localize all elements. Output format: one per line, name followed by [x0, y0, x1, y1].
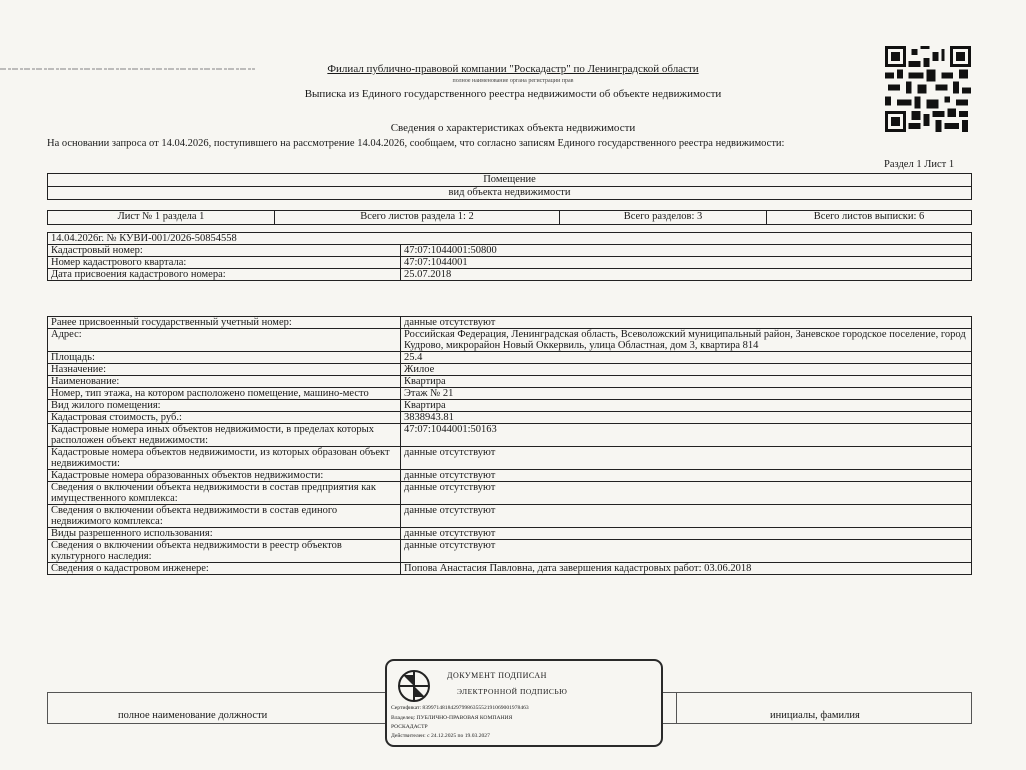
table-row: [48, 412, 972, 424]
org-caption: полное наименование органа регистрации прав: [452, 78, 574, 84]
row-label: Номер кадастрового квартала:: [48, 257, 401, 269]
row-value: Квартира: [401, 376, 972, 388]
qr-code-icon: [885, 46, 971, 132]
row-label: Кадастровые номера объектов недвижимости, из которых образован объект недвижимости:: [48, 447, 401, 470]
record-table: [47, 232, 972, 281]
border-left: [47, 692, 48, 723]
row-label: Кадастровая стоимость, руб.:: [48, 412, 401, 424]
sheet-number: Лист № 1 раздела 1: [48, 211, 275, 225]
name-caption: инициалы, фамилия: [770, 710, 860, 721]
signature-line-right: [659, 692, 972, 693]
object-type-caption: вид объекта недвижимости: [48, 187, 972, 200]
table-row: [48, 447, 972, 470]
stamp-validity: Действителен: с 24.12.2025 по 19.03.2027: [391, 733, 490, 739]
table-row: [48, 563, 972, 575]
sheets-in-section: Всего листов раздела 1: 2: [275, 211, 560, 225]
electronic-signature-stamp: [385, 659, 663, 747]
row-value: Российская Федерация, Ленинградская область, Всеволожский муниципальный район, Заневское городское поселение, город Кудрово, микрорайон Новый Оккервиль, улица Областная, дом 3, квартира 814: [401, 329, 972, 352]
table-row: [48, 257, 972, 269]
table-row: [48, 470, 972, 482]
section-sheet: Раздел 1 Лист 1: [884, 159, 955, 170]
object-type: Помещение: [48, 174, 972, 187]
table-row: [48, 540, 972, 563]
sheets-total: Всего листов выписки: 6: [767, 211, 972, 225]
sections-total: Всего разделов: 3: [560, 211, 767, 225]
row-value: Этаж № 21: [401, 388, 972, 400]
table-row: [48, 269, 972, 281]
table-row: [48, 505, 972, 528]
row-value: Попова Анастасия Павловна, дата завершения кадастровых работ: 03.06.2018: [401, 563, 972, 575]
row-label: Площадь:: [48, 352, 401, 364]
row-label: Сведения о включении объекта недвижимости в состав предприятия как имущественного комплекса:: [48, 482, 401, 505]
row-label: Виды разрешенного использования:: [48, 528, 401, 540]
details-table: [47, 316, 972, 575]
border-right: [971, 692, 972, 723]
row-label: Сведения о включении объекта недвижимости в состав единого недвижимого комплекса:: [48, 505, 401, 528]
table-row: [48, 245, 972, 257]
row-label: Вид жилого помещения:: [48, 400, 401, 412]
table-row: [48, 424, 972, 447]
row-value: 25.07.2018: [401, 269, 972, 281]
row-value: 3838943.81: [401, 412, 972, 424]
row-label: Ранее присвоенный государственный учетный номер:: [48, 317, 401, 329]
row-value: данные отсутствуют: [401, 540, 972, 563]
row-value: 47:07:1044001:50800: [401, 245, 972, 257]
row-label: Дата присвоения кадастрового номера:: [48, 269, 401, 281]
table-row: [48, 317, 972, 329]
object-type-table: [47, 173, 972, 200]
row-value: данные отсутствуют: [401, 447, 972, 470]
table-row: [48, 376, 972, 388]
request-basis: На основании запроса от 14.04.2026, поступившего на рассмотрение 14.04.2026, сообщаем, что согласно записям Единого государственного реестра недвижимости:: [47, 138, 785, 149]
row-label: Назначение:: [48, 364, 401, 376]
table-row: [48, 352, 972, 364]
table-row: [48, 364, 972, 376]
emblem-icon: [397, 669, 431, 703]
sheet-info-table: [47, 210, 972, 225]
row-value: данные отсутствуют: [401, 528, 972, 540]
document-title: Выписка из Единого государственного реестра недвижимости об объекте недвижимости: [304, 88, 722, 100]
row-value: данные отсутствуют: [401, 505, 972, 528]
stamp-title: ДОКУМЕНТ ПОДПИСАН: [447, 671, 547, 680]
stamp-owner-name: РОСКАДАСТР: [391, 724, 428, 730]
row-value: 47:07:1044001: [401, 257, 972, 269]
row-value: Жилое: [401, 364, 972, 376]
row-value: Квартира: [401, 400, 972, 412]
border-mid: [676, 692, 677, 723]
stamp-subtitle: ЭЛЕКТРОННОЙ ПОДПИСЬЮ: [457, 687, 568, 696]
row-value: данные отсутствуют: [401, 482, 972, 505]
org-name: Филиал публично-правовой компании "Роскадастр" по Ленинградской области: [327, 63, 699, 75]
table-row: [48, 528, 972, 540]
record-number: 14.04.2026г. № КУВИ-001/2026-50854558: [48, 233, 972, 245]
table-row: [48, 482, 972, 505]
stamp-owner: Владелец: ПУБЛИЧНО-ПРАВОВАЯ КОМПАНИЯ: [391, 715, 513, 721]
row-label: Адрес:: [48, 329, 401, 352]
row-label: Наименование:: [48, 376, 401, 388]
document-subtitle: Сведения о характеристиках объекта недвижимости: [390, 122, 636, 134]
row-label: Кадастровые номера иных объектов недвижимости, в пределах которых расположен объект недвижимости:: [48, 424, 401, 447]
row-label: Кадастровый номер:: [48, 245, 401, 257]
row-label: Сведения о включении объекта недвижимости в реестр объектов культурного наследия:: [48, 540, 401, 563]
table-row: [48, 329, 972, 352]
row-value: 47:07:1044001:50163: [401, 424, 972, 447]
position-caption: полное наименование должности: [118, 710, 268, 721]
row-label: Кадастровые номера образованных объектов недвижимости:: [48, 470, 401, 482]
table-row: [48, 388, 972, 400]
table-row: [48, 400, 972, 412]
signature-line-left: [47, 692, 387, 693]
row-label: Номер, тип этажа, на котором расположено помещение, машино-место: [48, 388, 401, 400]
row-value: 25.4: [401, 352, 972, 364]
row-value: данные отсутствуют: [401, 470, 972, 482]
stamp-certificate: Сертификат: 83997148184297998635552191069001978463: [391, 705, 529, 711]
row-label: Сведения о кадастровом инженере:: [48, 563, 401, 575]
row-value: данные отсутствуют: [401, 317, 972, 329]
